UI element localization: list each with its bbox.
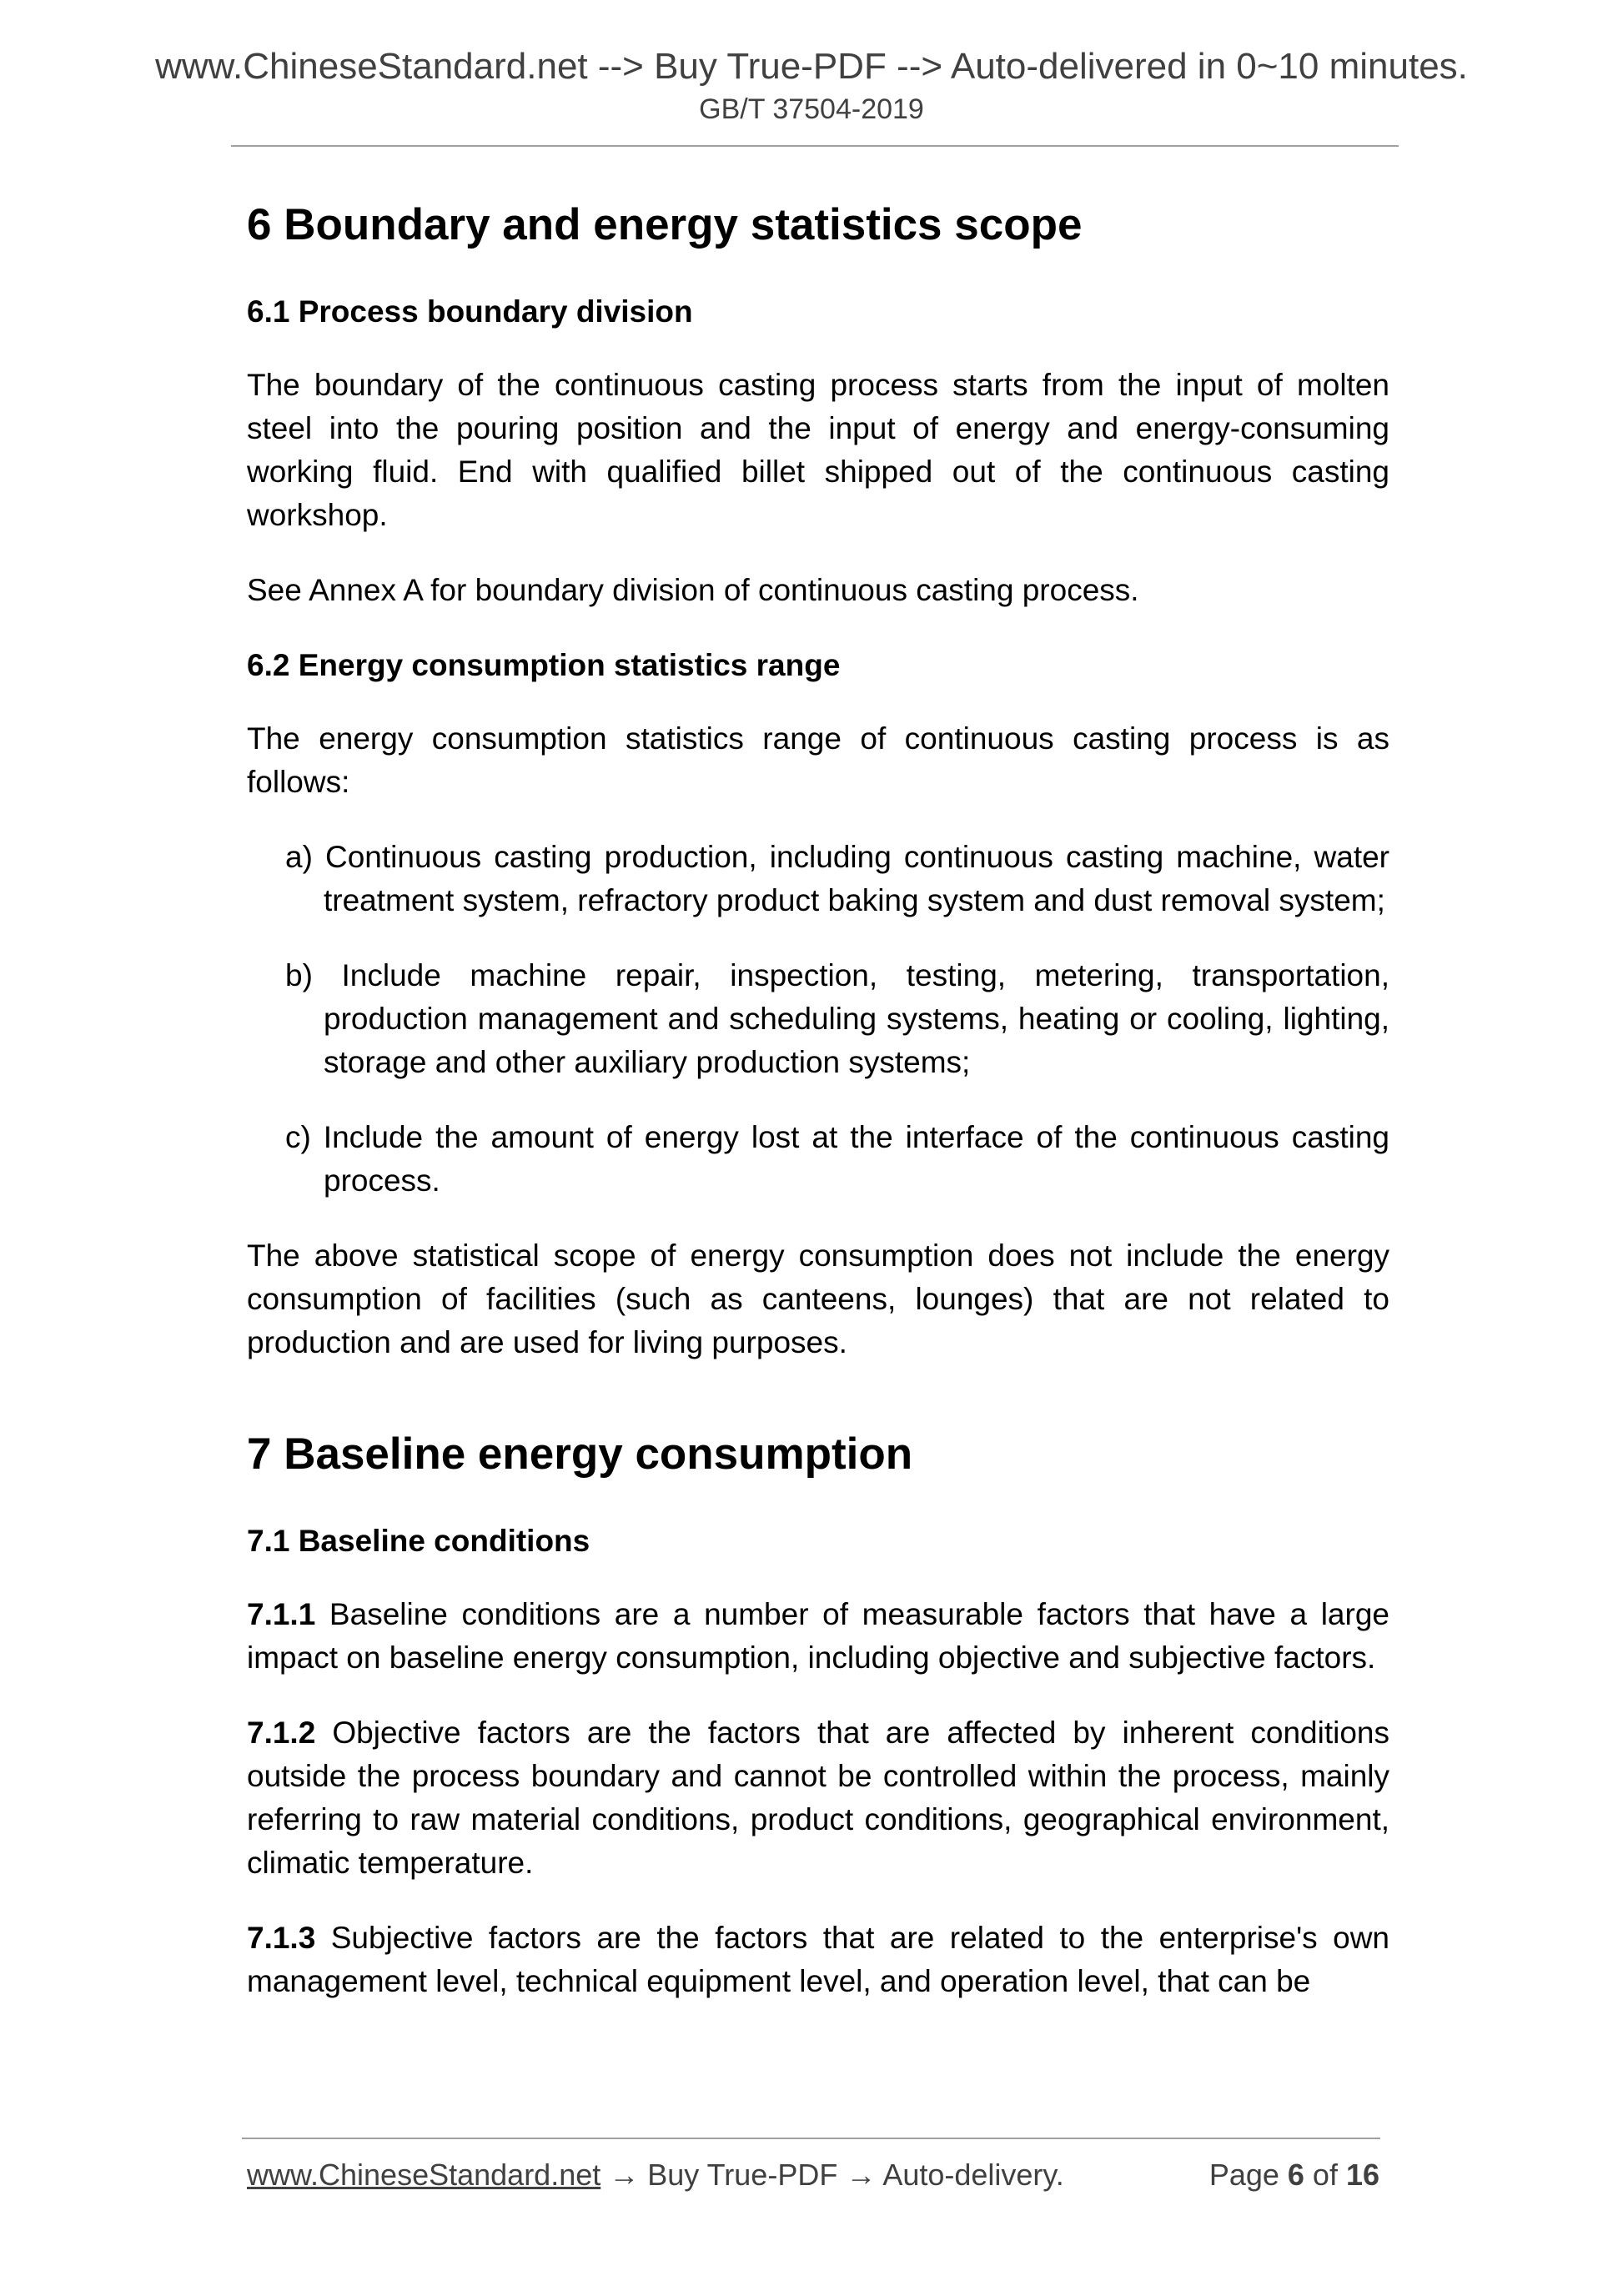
clause-7-1-2-number: 7.1.2 [247, 1716, 316, 1750]
footer-tagline: → Buy True-PDF → Auto-delivery. [600, 2158, 1064, 2192]
list-item-a: a) Continuous casting production, including continuous casting machine, water treatment system, refractory product baking system and dust removal system; [285, 840, 1389, 917]
section-6-2-paragraph-2: The above statistical scope of energy consumption does not include the energy consumption of facilities (such as canteens, lounges) that are not related to production and are used for living purposes. [247, 1238, 1389, 1359]
clause-7-1-3-text: Subjective factors are the factors that are related to the enterprise's own management level, technical equipment level, and operation level, that can be [247, 1921, 1389, 1998]
list-item-c: c) Include the amount of energy lost at the interface of the continuous casting process. [285, 1120, 1389, 1198]
section-6-1-heading: 6.1 Process boundary division [247, 294, 693, 329]
page-total: 16 [1345, 2158, 1379, 2192]
clause-7-1-1 [247, 1593, 1389, 1680]
clause-7-1-1-number: 7.1.1 [247, 1597, 316, 1631]
page-indicator [1209, 2155, 1379, 2195]
page-number: 6 [1287, 2158, 1304, 2192]
footer [247, 2155, 1379, 2195]
footer-left [247, 2158, 1064, 2192]
clause-7-1-2 [247, 1711, 1389, 1885]
document-code: GB/T 37504-2019 [699, 93, 924, 125]
page-body [247, 193, 1389, 2003]
header-banner: www.ChineseStandard.net --> Buy True-PDF --> Auto-delivered in 0~10 minutes. [155, 46, 1468, 87]
section-6-2-paragraph-1: The energy consumption statistics range of continuous casting process is as follows: [247, 721, 1389, 799]
of-word: of [1304, 2158, 1346, 2192]
section-6-1-paragraph-1: The boundary of the continuous casting process starts from the input of molten steel into the pouring position and the input of energy and energy-consuming working fluid. End with qualified billet shipped out of the continuous casting workshop. [247, 368, 1389, 532]
clause-7-1-3-number: 7.1.3 [247, 1921, 316, 1955]
clause-7-1-2-text: Objective factors are the factors that are affected by inherent conditions outside the process boundary and cannot be controlled within the process, mainly referring to raw material conditions, product conditions, geographical environment, climatic temperature. [247, 1716, 1389, 1880]
section-6-1-paragraph-2: See Annex A for boundary division of continuous casting process. [247, 573, 1139, 607]
section-7-1-heading: 7.1 Baseline conditions [247, 1524, 590, 1558]
header-divider [231, 145, 1399, 147]
clause-7-1-1-text: Baseline conditions are a number of measurable factors that have a large impact on baseline energy consumption, including objective and subjective factors. [247, 1597, 1389, 1675]
page-word: Page [1208, 2158, 1288, 2192]
list-item-b: b) Include machine repair, inspection, testing, metering, transportation, production management and scheduling systems, heating or cooling, lighting, storage and other auxiliary production systems; [285, 958, 1389, 1079]
footer-site-link[interactable]: www.ChineseStandard.net [247, 2158, 601, 2192]
section-6-heading: 6 Boundary and energy statistics scope [247, 200, 1083, 249]
section-6-2-heading: 6.2 Energy consumption statistics range [247, 648, 841, 682]
clause-7-1-3 [247, 1917, 1389, 2003]
section-7-heading: 7 Baseline energy consumption [247, 1429, 913, 1479]
footer-divider [242, 2138, 1380, 2139]
